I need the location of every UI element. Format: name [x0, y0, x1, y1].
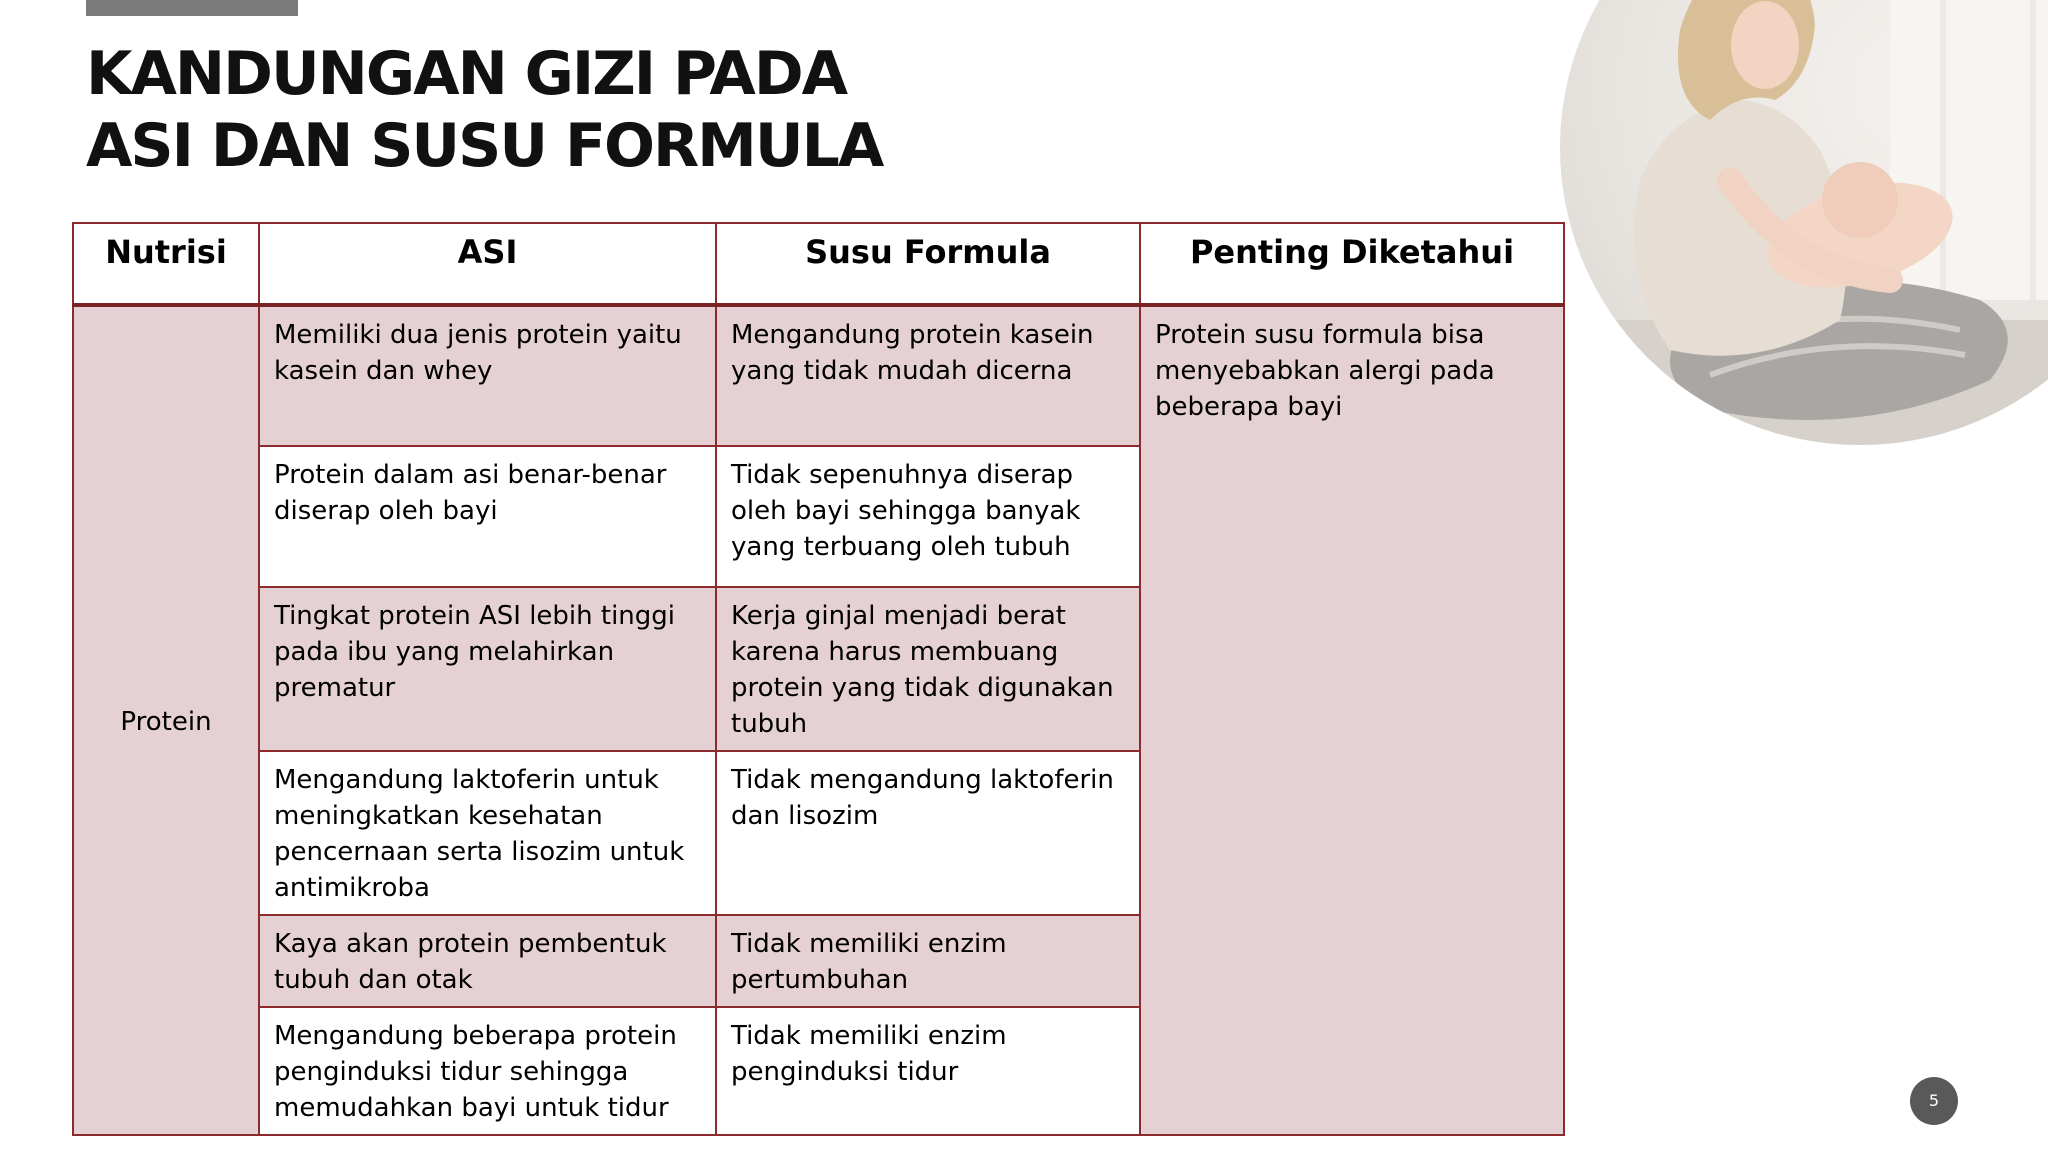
asi-cell: Protein dalam asi benar-benar diserap oleh bayi — [259, 446, 716, 587]
note-cell: Protein susu formula bisa menyebabkan alergi pada beberapa bayi — [1140, 305, 1564, 1135]
asi-cell: Kaya akan protein pembentuk tubuh dan otak — [259, 915, 716, 1007]
title-line-1: KANDUNGAN GIZI PADA — [86, 39, 847, 109]
formula-cell: Tidak sepenuhnya diserap oleh bayi sehingga banyak yang terbuang oleh tubuh — [716, 446, 1140, 587]
formula-cell: Tidak memiliki enzim pertumbuhan — [716, 915, 1140, 1007]
accent-bar — [86, 0, 298, 16]
header-penting-diketahui: Penting Diketahui — [1140, 223, 1564, 305]
asi-cell: Mengandung beberapa protein penginduksi tidur sehingga memudahkan bayi untuk tidur — [259, 1007, 716, 1135]
slide-title — [86, 38, 986, 182]
asi-cell: Tingkat protein ASI lebih tinggi pada ibu yang melahirkan prematur — [259, 587, 716, 751]
formula-cell: Tidak memiliki enzim penginduksi tidur — [716, 1007, 1140, 1135]
formula-cell: Tidak mengandung laktoferin dan lisozim — [716, 751, 1140, 915]
table-header-row — [73, 223, 1564, 305]
title-line-2: ASI DAN SUSU FORMULA — [86, 111, 883, 181]
formula-cell: Mengandung protein kasein yang tidak mudah dicerna — [716, 305, 1140, 446]
mother-breastfeeding-photo — [1560, 0, 2048, 445]
asi-cell: Memiliki dua jenis protein yaitu kasein dan whey — [259, 305, 716, 446]
header-asi: ASI — [259, 223, 716, 305]
nutrition-table — [72, 222, 1565, 1136]
header-susu-formula: Susu Formula — [716, 223, 1140, 305]
asi-cell: Mengandung laktoferin untuk meningkatkan kesehatan pencernaan serta lisozim untuk antimikroba — [259, 751, 716, 915]
table-row — [73, 305, 1564, 446]
page-number-badge: 5 — [1910, 1077, 1958, 1125]
header-nutrisi: Nutrisi — [73, 223, 259, 305]
formula-cell: Kerja ginjal menjadi berat karena harus membuang protein yang tidak digunakan tubuh — [716, 587, 1140, 751]
nutrient-cell: Protein — [73, 305, 259, 1135]
